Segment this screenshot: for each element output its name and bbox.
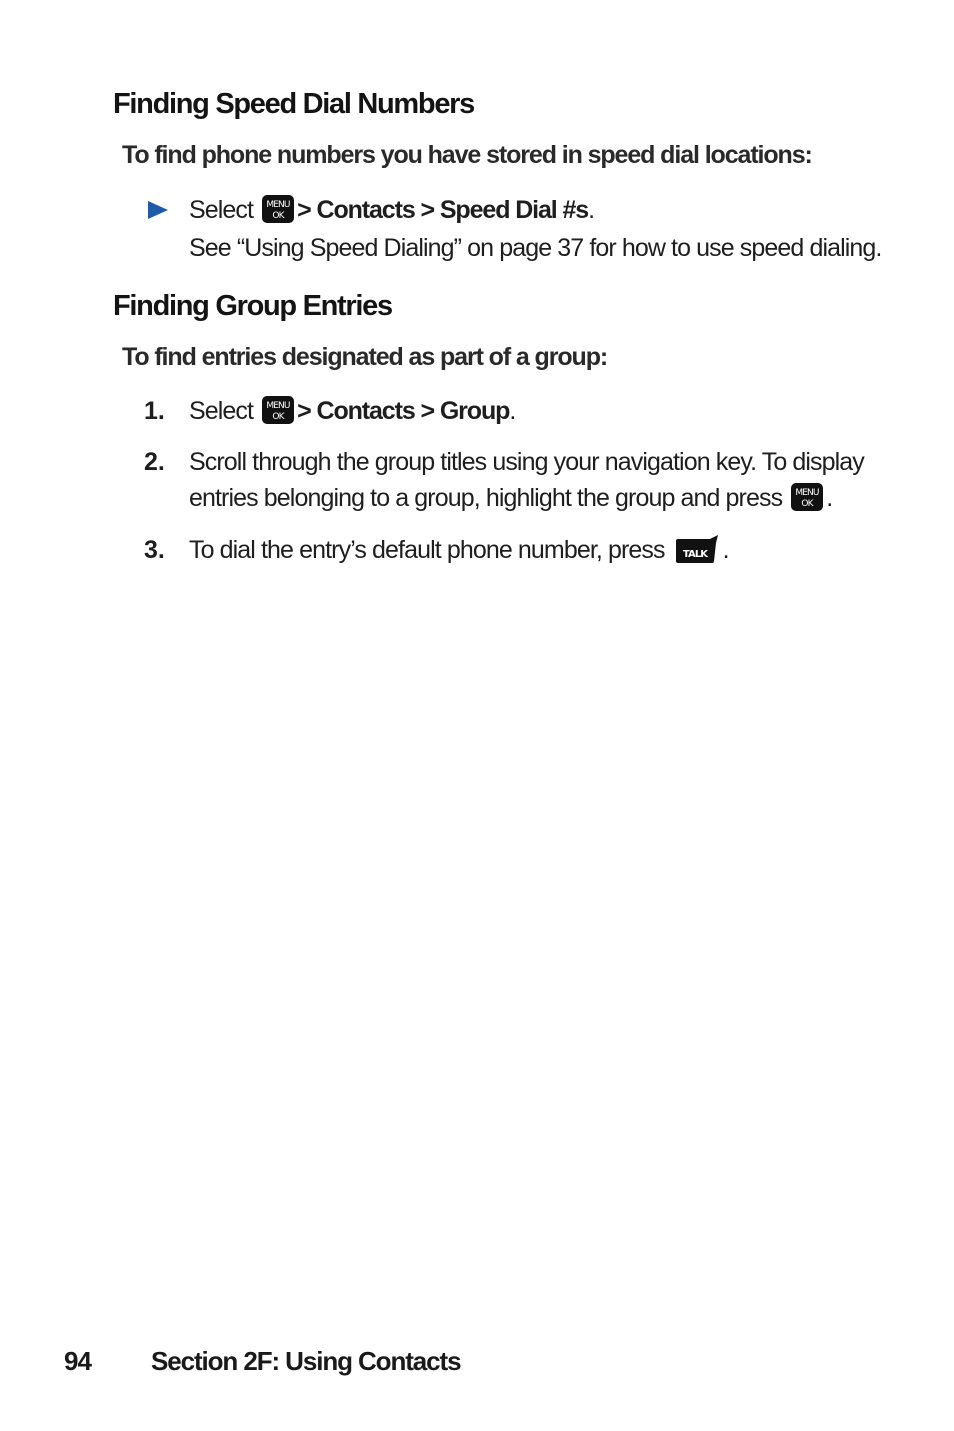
- lead-find-speed-dial: To find phone numbers you have stored in speed dial locations:: [122, 141, 812, 169]
- step-period: .: [722, 536, 729, 564]
- step-note-speed-dial: See “Using Speed Dialing” on page 37 for how to use speed dialing.: [189, 234, 882, 262]
- step-2-line-1: Scroll through the group titles using your navigation key. To display: [189, 448, 864, 476]
- triangle-right-icon: [148, 201, 168, 219]
- footer-section-title: Section 2F: Using Contacts: [151, 1346, 461, 1376]
- menu-key-top-label: MENU: [795, 488, 819, 499]
- step-number-2: 2.: [144, 448, 165, 476]
- menu-key-bottom-label: OK: [272, 211, 284, 222]
- menu-key-top-label: MENU: [266, 200, 290, 211]
- talk-key-label: TALK: [682, 549, 707, 561]
- heading-finding-speed-dial-numbers: Finding Speed Dial Numbers: [113, 88, 474, 120]
- menu-key-top-label: MENU: [266, 401, 290, 412]
- step-number-1: 1.: [144, 397, 165, 425]
- step-3-text: To dial the entry’s default phone number, press: [189, 536, 665, 564]
- step-select-speed-dial: [189, 192, 594, 228]
- step-3-dial: [189, 532, 729, 568]
- step-number-3: 3.: [144, 536, 165, 564]
- step-2-line-2-text: entries belonging to a group, highlight the group and press: [189, 484, 783, 512]
- menu-key-bottom-label: OK: [272, 412, 284, 423]
- step-period: .: [509, 397, 516, 425]
- step-period: .: [826, 484, 833, 512]
- step-2-line-2: [189, 480, 832, 516]
- heading-finding-group-entries: Finding Group Entries: [113, 290, 392, 322]
- step-path-group: > Contacts > Group: [297, 397, 510, 425]
- page-number: 94: [64, 1346, 91, 1376]
- step-1-select-group: [189, 393, 515, 429]
- step-select-word: Select: [189, 397, 254, 425]
- menu-ok-key-icon: [262, 396, 294, 424]
- step-period: .: [588, 196, 595, 224]
- step-path-speed-dial: > Contacts > Speed Dial #s: [297, 196, 589, 224]
- menu-ok-key-icon: [262, 195, 294, 223]
- menu-key-bottom-label: OK: [801, 499, 813, 510]
- lead-find-group: To find entries designated as part of a group:: [122, 343, 608, 371]
- talk-key-icon: [674, 535, 720, 563]
- step-select-word: Select: [189, 196, 254, 224]
- menu-ok-key-icon: [791, 483, 823, 511]
